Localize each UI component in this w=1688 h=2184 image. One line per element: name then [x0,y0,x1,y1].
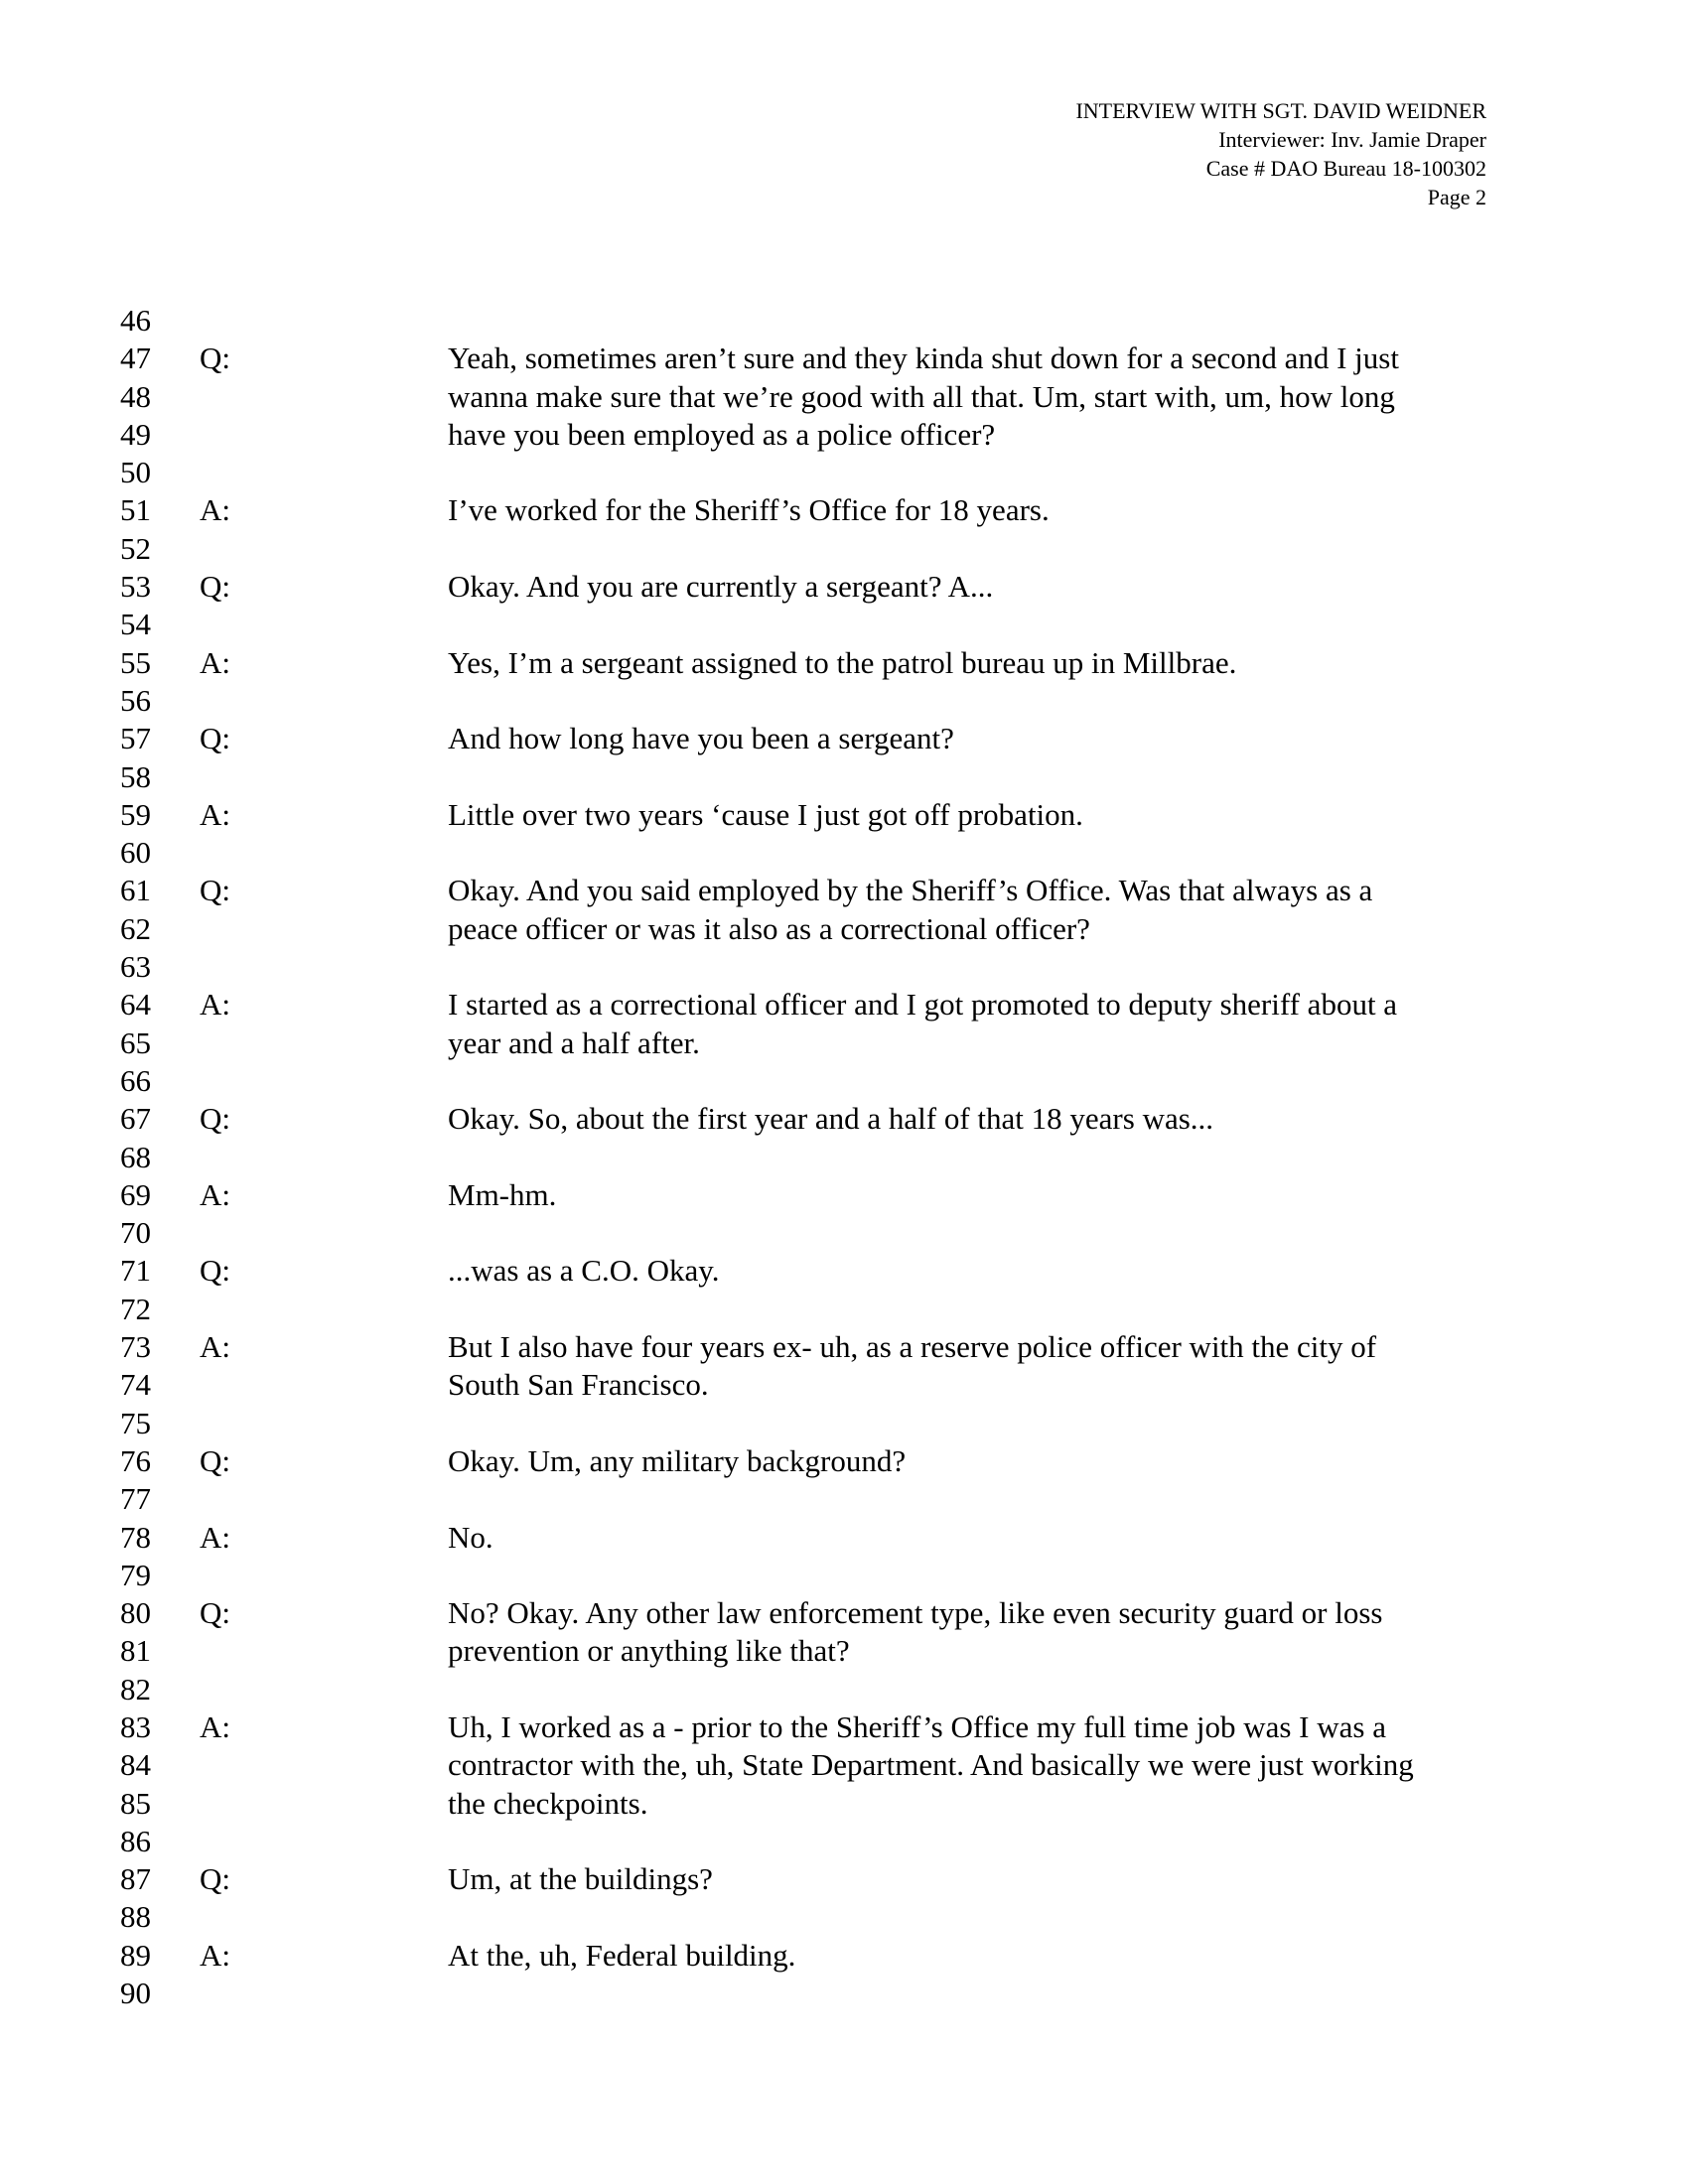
line-number: 75 [120,1405,151,1440]
transcript-line [109,948,1499,986]
line-text: No? Okay. Any other law enforcement type, like even security guard or loss [448,1595,1383,1631]
line-text: South San Francisco. [448,1367,709,1403]
line-number: 72 [120,1291,151,1326]
line-number: 56 [120,682,151,718]
speaker-label: A: [200,1176,230,1212]
page-header [1075,96,1486,211]
transcript-line [109,986,1499,1024]
line-text: Okay. And you said employed by the Sheriff’s Office. Was that always as a [448,873,1373,908]
line-text: contractor with the, uh, State Department. And basically we were just working [448,1747,1414,1783]
transcript-line [109,1937,1499,1975]
line-number: 66 [120,1062,151,1098]
line-number: 53 [120,569,151,605]
transcript-line [109,910,1499,948]
line-number: 82 [120,1671,151,1706]
transcript-line [109,1100,1499,1138]
speaker-label: A: [200,644,230,680]
line-text: the checkpoints. [448,1785,648,1821]
transcript-line [109,1557,1499,1594]
transcript-line [109,1291,1499,1328]
line-number: 87 [120,1861,151,1897]
line-text: Um, at the buildings? [448,1861,713,1897]
line-number: 63 [120,949,151,985]
line-text: Uh, I worked as a - prior to the Sheriff’s Office my full time job was I was a [448,1708,1386,1744]
transcript-line [109,1024,1499,1062]
transcript-line [109,1139,1499,1176]
transcript-line [109,834,1499,872]
line-text: Okay. So, about the first year and a half of that 18 years was... [448,1101,1214,1137]
transcript-line [109,758,1499,796]
speaker-label: Q: [200,569,230,605]
line-number: 78 [120,1519,151,1555]
line-text: But I also have four years ex- uh, as a reserve police officer with the city of [448,1329,1377,1365]
line-number: 76 [120,1442,151,1478]
line-number: 57 [120,721,151,756]
line-number: 69 [120,1176,151,1212]
transcript-line [109,720,1499,757]
line-number: 67 [120,1101,151,1137]
line-number: 59 [120,796,151,832]
header-case-number: Case # DAO Bureau 18-100302 [1205,156,1486,181]
line-text: Little over two years ‘cause I just got off probation. [448,796,1083,832]
line-number: 83 [120,1708,151,1744]
speaker-label: Q: [200,1101,230,1137]
line-number: 80 [120,1595,151,1631]
transcript [109,302,1499,2012]
line-number: 88 [120,1899,151,1935]
line-number: 74 [120,1367,151,1403]
line-number: 73 [120,1329,151,1365]
line-text: ...was as a C.O. Okay. [448,1253,720,1289]
transcript-line [109,1785,1499,1823]
line-text: year and a half after. [448,1024,700,1060]
line-number: 62 [120,910,151,946]
transcript-line [109,872,1499,909]
transcript-line [109,340,1499,377]
transcript-line [109,1632,1499,1670]
header-page-number: Page 2 [1427,185,1486,209]
transcript-line [109,1671,1499,1708]
transcript-line [109,1328,1499,1366]
line-number: 85 [120,1785,151,1821]
speaker-label: A: [200,492,230,528]
transcript-line [109,606,1499,643]
line-number: 46 [120,303,151,338]
speaker-label: Q: [200,721,230,756]
line-text: Okay. Um, any military background? [448,1442,907,1478]
transcript-line [109,1823,1499,1860]
line-text: wanna make sure that we’re good with all that. Um, start with, um, how long [448,378,1395,414]
transcript-line [109,1746,1499,1784]
speaker-label: A: [200,987,230,1023]
transcript-line [109,378,1499,416]
transcript-line [109,416,1499,454]
transcript-line [109,1176,1499,1214]
speaker-label: A: [200,1708,230,1744]
speaker-label: A: [200,796,230,832]
header-interviewer: Interviewer: Inv. Jamie Draper [1218,127,1486,152]
transcript-line [109,1480,1499,1518]
line-number: 68 [120,1139,151,1174]
transcript-line [109,1214,1499,1252]
line-number: 58 [120,758,151,794]
line-number: 47 [120,341,151,376]
speaker-label: Q: [200,1595,230,1631]
line-number: 48 [120,378,151,414]
line-text: And how long have you been a sergeant? [448,721,954,756]
line-number: 90 [120,1976,151,2011]
transcript-line [109,454,1499,491]
line-number: 54 [120,607,151,642]
line-number: 71 [120,1253,151,1289]
speaker-label: Q: [200,1253,230,1289]
transcript-line [109,796,1499,834]
speaker-label: Q: [200,873,230,908]
transcript-line [109,1975,1499,2012]
line-text: peace officer or was it also as a correctional officer? [448,910,1090,946]
transcript-line [109,1366,1499,1404]
transcript-line [109,530,1499,568]
line-number: 79 [120,1557,151,1592]
transcript-line [109,1708,1499,1746]
line-number: 52 [120,530,151,566]
transcript-line [109,1405,1499,1442]
line-text: Yes, I’m a sergeant assigned to the patrol bureau up in Millbrae. [448,644,1237,680]
speaker-label: A: [200,1937,230,1973]
transcript-line [109,1860,1499,1898]
transcript-line [109,1442,1499,1480]
line-number: 86 [120,1823,151,1858]
line-number: 77 [120,1481,151,1517]
header-title: INTERVIEW WITH SGT. DAVID WEIDNER [1075,98,1486,123]
line-text: No. [448,1519,493,1555]
line-number: 51 [120,492,151,528]
line-number: 64 [120,987,151,1023]
transcript-line [109,1594,1499,1632]
speaker-label: A: [200,1519,230,1555]
line-number: 50 [120,455,151,490]
line-text: Okay. And you are currently a sergeant? A... [448,569,994,605]
line-text: prevention or anything like that? [448,1633,850,1669]
line-number: 84 [120,1747,151,1783]
speaker-label: A: [200,1329,230,1365]
line-text: Yeah, sometimes aren’t sure and they kinda shut down for a second and I just [448,341,1399,376]
line-text: I’ve worked for the Sheriff’s Office for 18 years. [448,492,1050,528]
speaker-label: Q: [200,1442,230,1478]
line-text: At the, uh, Federal building. [448,1937,796,1973]
line-number: 49 [120,416,151,452]
line-text: Mm-hm. [448,1176,557,1212]
line-number: 89 [120,1937,151,1973]
transcript-line [109,1519,1499,1557]
line-number: 60 [120,835,151,871]
transcript-line [109,644,1499,682]
line-number: 65 [120,1024,151,1060]
transcript-line [109,1062,1499,1100]
speaker-label: Q: [200,1861,230,1897]
line-text: I started as a correctional officer and I got promoted to deputy sheriff about a [448,987,1398,1023]
transcript-line [109,302,1499,340]
transcript-line [109,682,1499,720]
transcript-line [109,1898,1499,1936]
line-number: 55 [120,644,151,680]
transcript-line [109,1252,1499,1290]
line-text: have you been employed as a police officer? [448,416,996,452]
transcript-line [109,491,1499,529]
transcript-line [109,568,1499,606]
line-number: 70 [120,1215,151,1251]
line-number: 61 [120,873,151,908]
speaker-label: Q: [200,341,230,376]
line-number: 81 [120,1633,151,1669]
